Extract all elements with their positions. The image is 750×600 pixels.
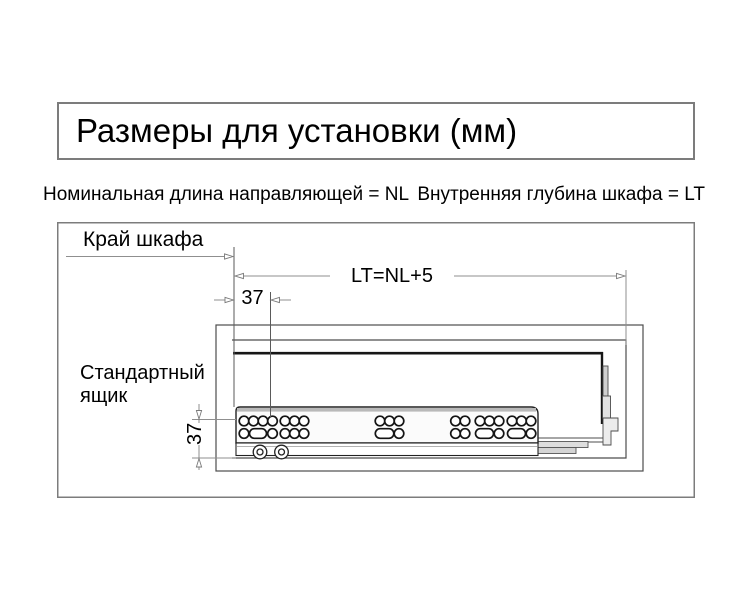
- drawer-label: [80, 362, 205, 408]
- note-nominal-length: Номинальная длина направляющей = NL: [43, 184, 410, 205]
- bottom-offset-label: 37: [184, 422, 206, 445]
- cabinet-edge-label: Край шкафа: [83, 228, 204, 251]
- rear-bracket: [603, 366, 619, 445]
- depth-dimension-label: LT=NL+5: [330, 265, 454, 288]
- drawer-label-line1: Стандартный: [80, 362, 205, 384]
- note-inner-depth: Внутренняя глубина шкафа = LT: [417, 184, 705, 205]
- telescopic-arms: [538, 442, 588, 454]
- front-offset-label: 37: [236, 287, 269, 310]
- page-title: Размеры для установки (мм): [76, 112, 518, 149]
- drawer-label-line2: ящик: [80, 385, 128, 407]
